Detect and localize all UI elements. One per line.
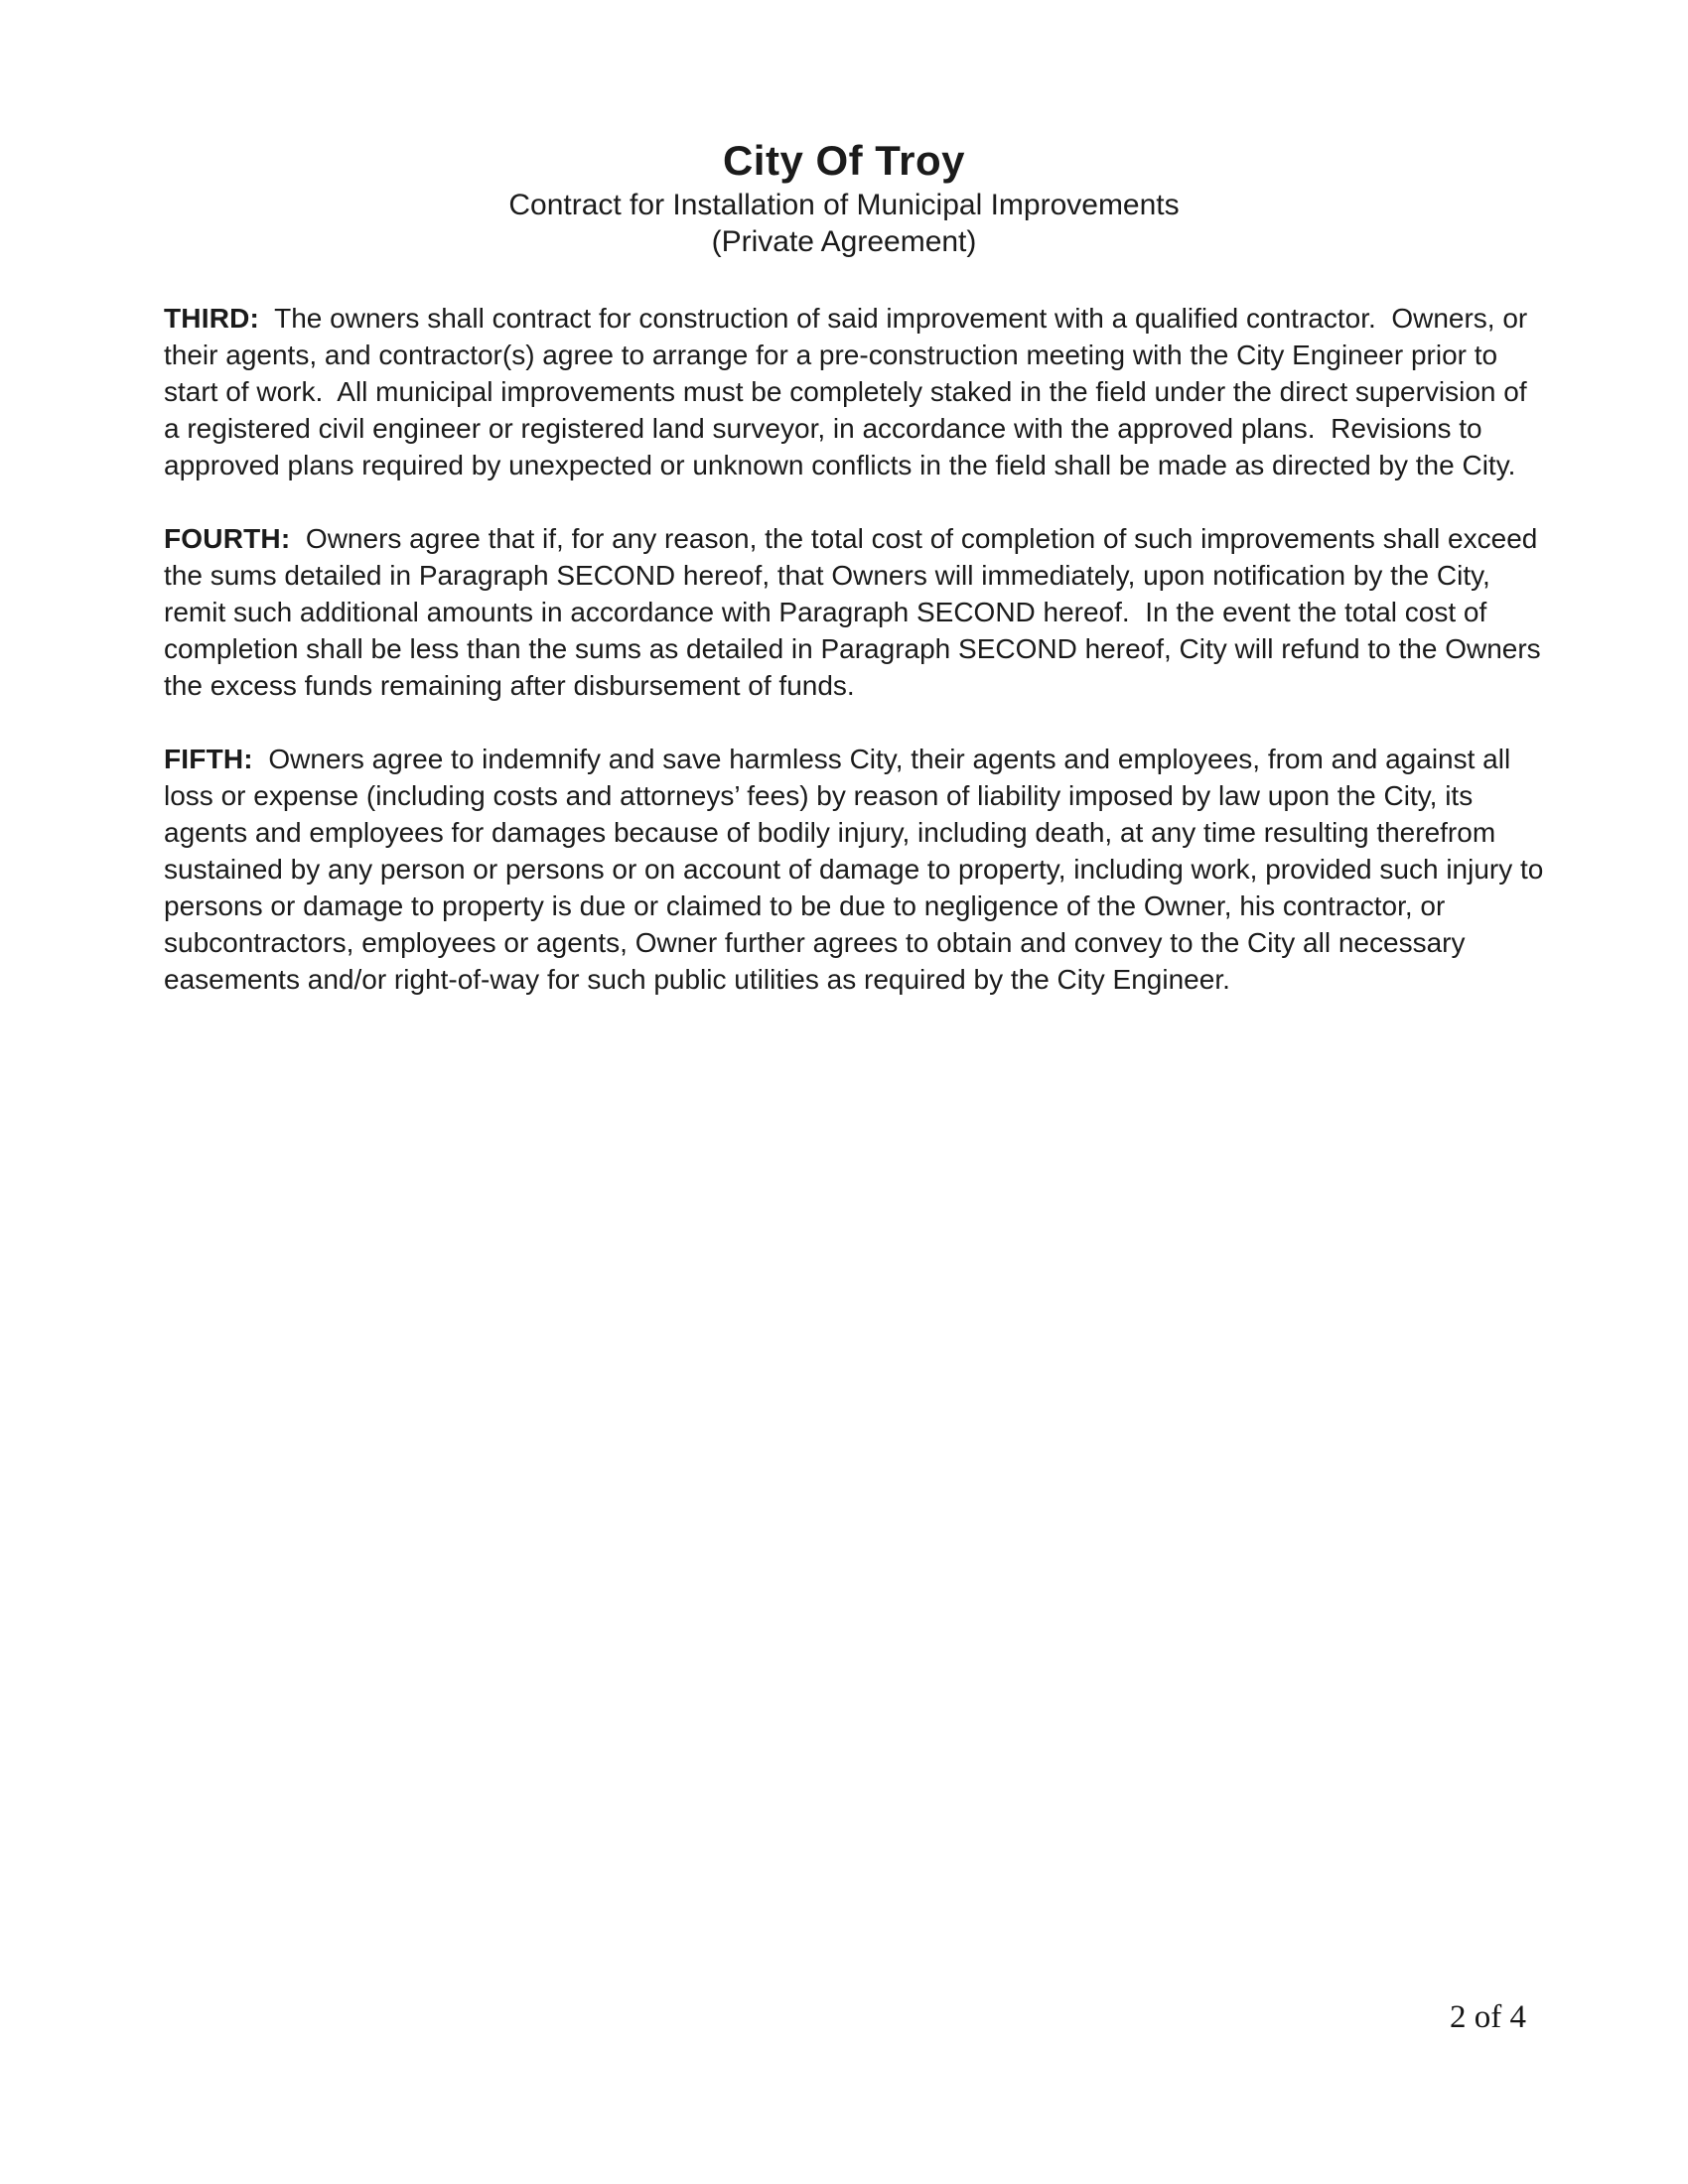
- paragraph-fourth-label: FOURTH:: [164, 523, 291, 554]
- document-subtitle: Contract for Installation of Municipal Improvements: [508, 189, 1180, 221]
- paragraph-third-text: The owners shall contract for construction of said improvement with a qualified contractor. Owners, or their agents, and contractor(s) agree to arrange for a pre-construction meeting with the City Engineer prior to start of work. All municipal improvements must be completely staked in the field under the direct supervision of a registered civil engineer or registered land surveyor, in accordance with the approved plans. Revisions to approved plans required by unexpected or unknown conflicts in the field shall be made as directed by the City.: [164, 303, 1536, 480]
- paragraph-fourth: [164, 520, 1549, 704]
- paragraph-fifth-text: Owners agree to indemnify and save harmless City, their agents and employees, from and against all loss or expense (including costs and attorneys’ fees) by reason of liability imposed by law upon the City, its agents and employees for damages because of bodily injury, including death, at any time resulting therefrom sustained by any person or persons or on account of damage to property, including work, provided such injury to persons or damage to property is due or claimed to be due to negligence of the Owner, his contractor, or subcontractors, employees or agents, Owner further agrees to obtain and convey to the City all necessary easements and/or right-of-way for such public utilities as required by the City Engineer.: [164, 744, 1552, 995]
- document-title: City Of Troy: [722, 137, 966, 184]
- paragraph-third-label: THIRD:: [164, 303, 260, 334]
- paragraph-third: [164, 300, 1549, 483]
- paragraph-fourth-text: Owners agree that if, for any reason, the total cost of completion of such improvements shall exceed the sums detailed in Paragraph SECOND hereof, that Owners will immediately, upon notification by the City, remit such additional amounts in accordance with Paragraph SECOND hereof. In the event the total cost of completion shall be less than the sums as detailed in Paragraph SECOND hereof, City will refund to the Owners the excess funds remaining after disbursement of funds.: [164, 523, 1549, 701]
- page-number: 2 of 4: [1450, 1999, 1526, 2035]
- paragraph-fifth: [164, 741, 1552, 998]
- document-body: [164, 300, 1552, 998]
- document-header: [0, 0, 1688, 260]
- document-agreement-type: (Private Agreement): [711, 225, 977, 258]
- paragraph-fifth-label: FIFTH:: [164, 744, 253, 774]
